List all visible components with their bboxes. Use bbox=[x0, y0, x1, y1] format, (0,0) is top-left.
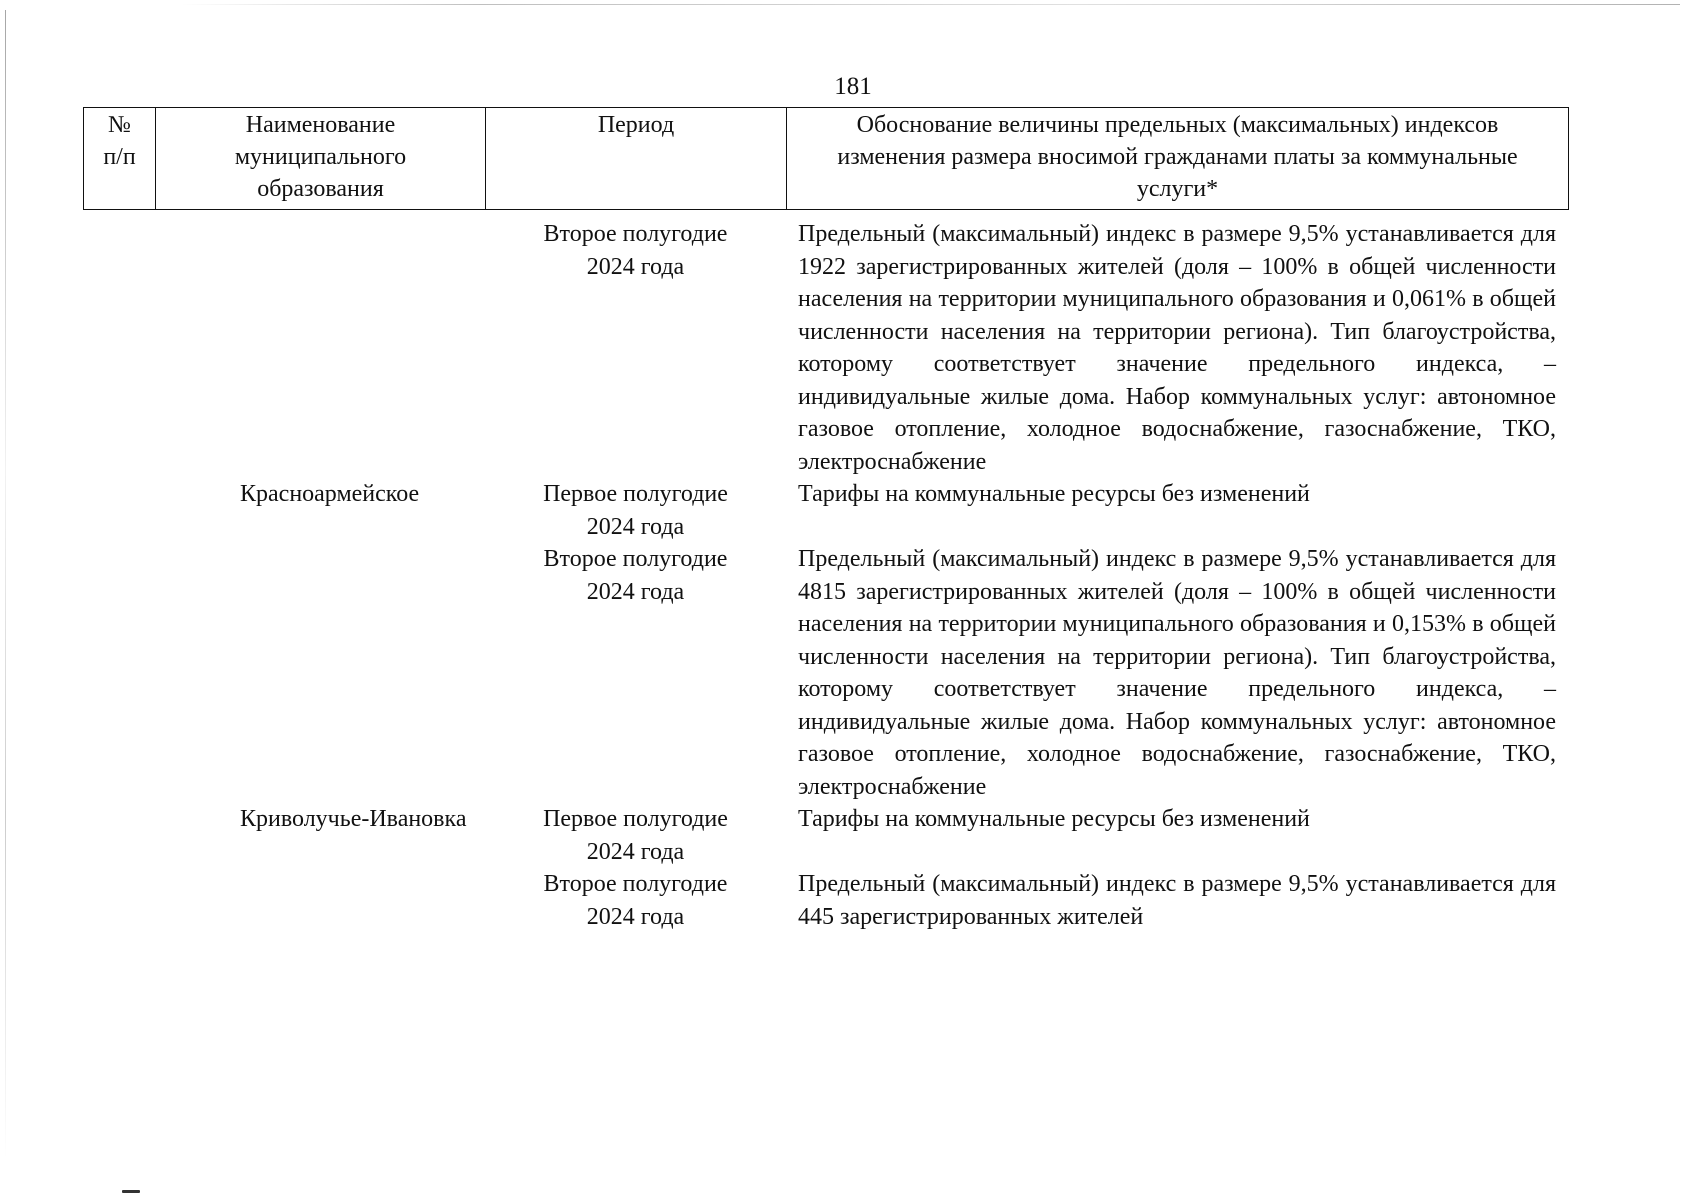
cell-num bbox=[83, 218, 155, 478]
cell-num bbox=[83, 868, 155, 933]
cell-period bbox=[485, 218, 786, 478]
table-row bbox=[83, 478, 1568, 543]
header-municipality: Наименование муниципального образования bbox=[156, 108, 486, 210]
header-period: Период bbox=[486, 108, 787, 210]
cell-num bbox=[83, 478, 155, 543]
page-number: 181 bbox=[834, 73, 872, 100]
table-row bbox=[83, 868, 1568, 933]
table-row bbox=[83, 218, 1568, 478]
cell-num bbox=[83, 543, 155, 803]
cell-municipality bbox=[155, 543, 485, 803]
table-body bbox=[83, 218, 1568, 933]
cell-period-text: Второе полугодие 2024 года bbox=[543, 871, 728, 930]
cell-period-text: Второе полугодие 2024 года bbox=[543, 221, 728, 280]
scan-artifact-top bbox=[180, 4, 1680, 5]
header-num: № п/п bbox=[84, 108, 156, 210]
cell-justification: Тарифы на коммунальные ресурсы без изменений bbox=[798, 806, 1310, 832]
cell-municipality: Криволучье-Ивановка bbox=[240, 806, 467, 832]
cell-justification: Предельный (максимальный) индекс в размере 9,5% устанавливается для 1922 зарегистрированных жителей (доля – 100% в общей численности населения на территории муниципального образования и 0,061% в общей численности населения на территории региона). Тип благоустройства, которому соответствует значение предельного индекса, – индивидуальные жилые дома. Набор коммунальных услуг: автономное газовое отопление, холодное водоснабжение, газоснабжение, ТКО, электроснабжение bbox=[798, 221, 1556, 475]
cell-num bbox=[83, 803, 155, 868]
header-justification: Обоснование величины предельных (максимальных) индексов изменения размера вносимой гражданами платы за коммунальные услуги* bbox=[787, 108, 1569, 210]
cell-municipality bbox=[155, 868, 485, 933]
cell-municipality: Красноармейское bbox=[240, 481, 420, 507]
table-row bbox=[83, 543, 1568, 803]
cell-municipality bbox=[155, 218, 485, 478]
cell-justification: Предельный (максимальный) индекс в размере 9,5% устанавливается для 445 зарегистрированных жителей bbox=[798, 871, 1556, 930]
scan-artifact-left bbox=[5, 10, 6, 1160]
cell-period bbox=[485, 478, 786, 543]
cell-justification: Тарифы на коммунальные ресурсы без изменений bbox=[798, 481, 1310, 507]
cell-period-text: Второе полугодие 2024 года bbox=[543, 546, 728, 605]
cell-period-text: Первое полугодие 2024 года bbox=[543, 481, 728, 540]
cell-justification: Предельный (максимальный) индекс в размере 9,5% устанавливается для 4815 зарегистрированных жителей (доля – 100% в общей численности населения на территории муниципального образования и 0,153% в общей численности населения на территории региона). Тип благоустройства, которому соответствует значение предельного индекса, – индивидуальные жилые дома. Набор коммунальных услуг: автономное газовое отопление, холодное водоснабжение, газоснабжение, ТКО, электроснабжение bbox=[798, 546, 1556, 800]
cell-period bbox=[485, 543, 786, 803]
table-row bbox=[83, 803, 1568, 868]
cell-period bbox=[485, 803, 786, 868]
table-header bbox=[83, 107, 1569, 210]
cell-period-text: Первое полугодие 2024 года bbox=[543, 806, 728, 865]
scan-artifact-mark bbox=[122, 1190, 140, 1193]
cell-period bbox=[485, 868, 786, 933]
